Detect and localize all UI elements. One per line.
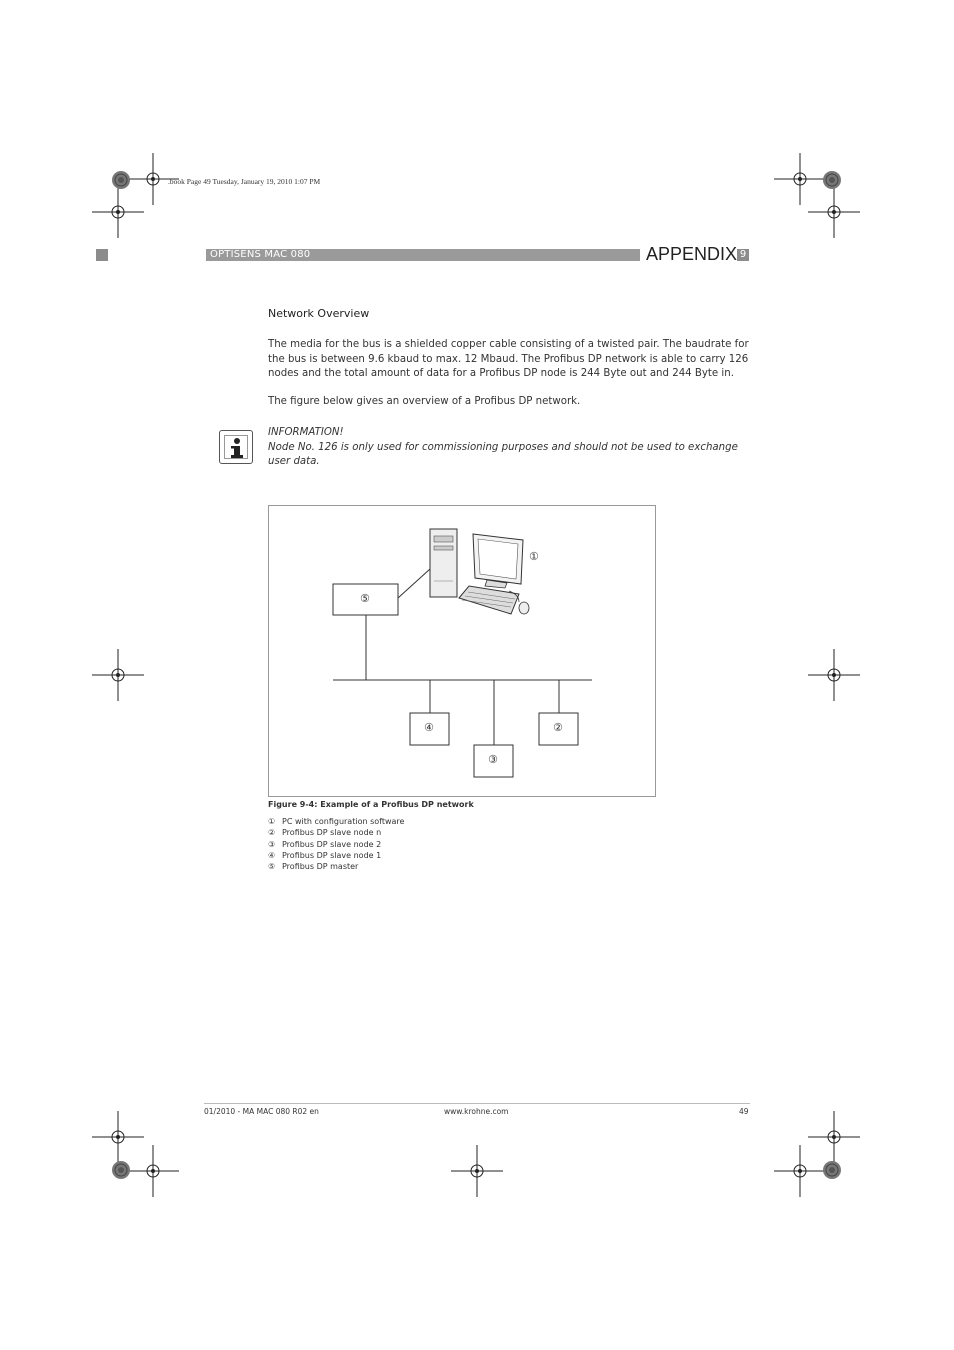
header-section-title: APPENDIX xyxy=(646,244,738,264)
monitor-icon xyxy=(473,534,523,588)
paragraph-figure-intro: The figure below gives an overview of a Profibus DP network. xyxy=(268,396,581,407)
label-pc: ① xyxy=(529,550,539,563)
target-mark-icon xyxy=(823,1161,841,1179)
book-header: .book Page 49 Tuesday, January 19, 2010 1:07 PM xyxy=(168,177,321,186)
crosshair-mark-icon xyxy=(808,649,860,701)
footer-doc-id: 01/2010 - MA MAC 080 R02 en xyxy=(204,1107,319,1116)
legend-item: ① PC with configuration software xyxy=(268,817,405,826)
target-mark-icon xyxy=(112,1161,130,1179)
pc-link-line xyxy=(398,569,430,598)
label-slave-1: ④ xyxy=(424,721,434,734)
info-text: Node No. 126 is only used for commissioning purposes and should not be used to exchange user data. xyxy=(268,442,738,467)
crosshair-mark-icon xyxy=(808,1111,860,1163)
figure-caption: Figure 9-4: Example of a Profibus DP network xyxy=(268,800,474,809)
information-icon xyxy=(219,430,253,464)
target-mark-icon xyxy=(823,171,841,189)
crosshair-mark-icon xyxy=(451,1145,503,1197)
crosshair-mark-icon xyxy=(92,1111,144,1163)
header-product: OPTISENS MAC 080 xyxy=(210,249,311,260)
label-master: ⑤ xyxy=(360,592,370,605)
section-heading: Network Overview xyxy=(268,307,370,320)
legend-item: ⑤ Profibus DP master xyxy=(268,862,359,872)
info-title: INFORMATION! xyxy=(268,427,344,438)
crosshair-mark-icon xyxy=(92,186,144,238)
label-slave-n: ② xyxy=(553,721,563,734)
header-section-number: 9 xyxy=(737,249,749,261)
paragraph-bus-media: The media for the bus is a shielded copper cable consisting of a twisted pair. The baudrate for the bus is between 9.6 kbaud to max. 12 Mbaud. The Profibus DP network is able to carry 126 nodes and the total amount of data for a Profibus DP node is 244 Byte out and 244 Byte in. xyxy=(268,339,749,379)
header-marker xyxy=(96,249,108,261)
crosshair-mark-icon xyxy=(808,186,860,238)
label-slave-2: ③ xyxy=(488,753,498,766)
crosshair-mark-icon xyxy=(774,1145,826,1197)
legend-item: ② Profibus DP slave node n xyxy=(268,828,382,838)
figure-legend xyxy=(268,816,404,872)
keyboard-icon xyxy=(459,586,519,614)
footer-rule xyxy=(204,1103,750,1104)
crosshair-mark-icon xyxy=(127,1145,179,1197)
pc-tower-icon xyxy=(430,529,457,597)
crosshair-mark-icon xyxy=(774,153,826,205)
legend-item: ④ Profibus DP slave node 1 xyxy=(268,850,382,860)
target-mark-icon xyxy=(112,171,130,189)
profibus-network-diagram xyxy=(269,506,657,798)
page-number: 49 xyxy=(739,1107,749,1116)
legend-item: ③ Profibus DP slave node 2 xyxy=(268,839,382,849)
footer-website-link[interactable]: www.krohne.com xyxy=(444,1107,509,1116)
info-i-icon xyxy=(220,431,254,465)
network-figure xyxy=(268,505,656,797)
crosshair-mark-icon xyxy=(92,649,144,701)
